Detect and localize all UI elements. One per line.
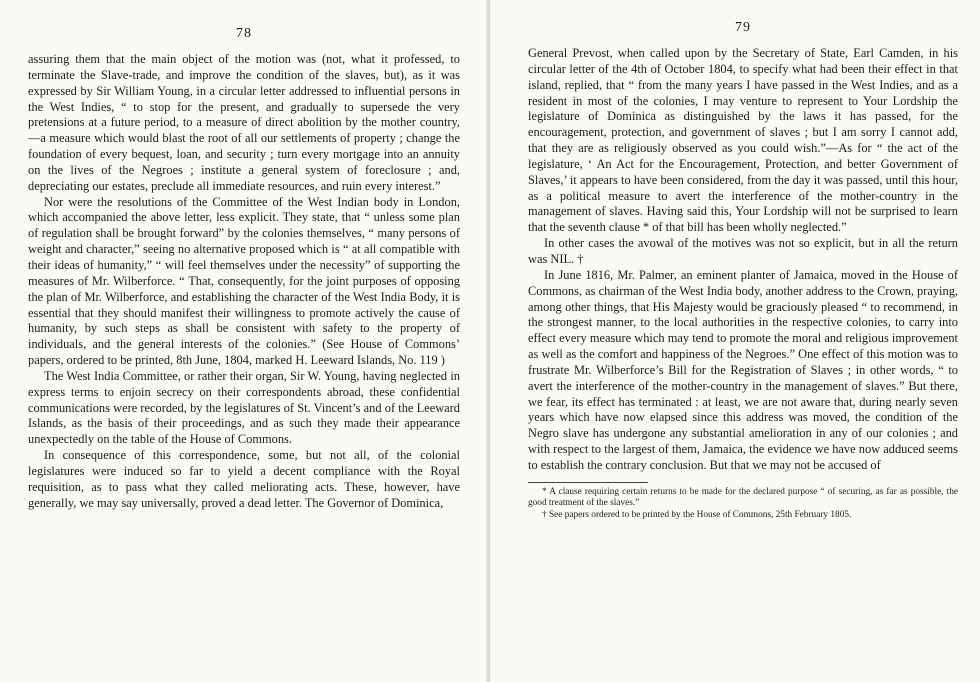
paragraph: In other cases the avowal of the motives was not so explicit, but in all the return was NIL. †	[528, 236, 958, 266]
paragraph: In June 1816, Mr. Palmer, an eminent planter of Jamaica, moved in the House of Commons, as chairman of the West India body, another address to the Crown, praying, among other things, that His Majesty would be graciously pleased “ to recommend, in the strongest manner, to the local authorities in the respective colonies, to carry into effect every measure which may tend to promote the moral and religious improvement as well as the comfort and happiness of the Negroes.” One effect of this motion was to frustrate Mr. Wilberforce’s Bill for the Registration of Slaves ; in other words, “ to avert the interference of the mother-country in the management of slaves.” But there, we fear, its effect has terminated : at least, we are not aware that, during nearly seven years which have now elapsed since this address was moved, the condition of the Negro slave has undergone any substantial amelioration in any of our colonies ; and with respect to the largest of them, Jamaica, the evidence we have now adduced seems to establish the contrary conclusion. But that we may not be accused of	[528, 267, 958, 472]
footnote: † See papers ordered to be printed by the House of Commons, 25th February 1805.	[542, 509, 852, 520]
page-number: 78	[236, 26, 252, 41]
paragraph: Nor were the resolutions of the Committee of the West Indian body in London, which accompanied the above letter, less explicit. They state, that “ unless some plan of regulation shall be brought forward” by the colonies themselves, “ many persons of weight and character,” seeing no alternative proposed which is “ at all compatible with their ideas of humanity,” “ will feel themselves under the necessity” of supporting the measures of Mr. Wilberforce. “ That, consequently, for the joint purposes of opposing the plan of Mr. Wilberforce, and establishing the character of the West India Body, it is essential that they should manifest their willingness to promote actively the cause of humanity, by such steps as shall be consistent with safety to the property of individuals, and the general interests of the colonies.” (See House of Commons’ papers, ordered to be printed, 8th June, 1804, marked H. Leeward Islands, No. 119 )	[28, 194, 460, 368]
paragraph: In consequence of this correspondence, some, but not all, of the colonial legislatures were induced so far to yield a decent compliance with the Royal requisition, as to pass what they called meliorating acts. These, however, have generally, we may say universally, proved a dead letter. The Governor of Dominica,	[28, 448, 460, 510]
page-number: 79	[735, 20, 751, 35]
paragraph: assuring them that the main object of the motion was (not, what it professed, to terminate the Slave-trade, and improve the condition of the slaves, but), as it was expressed by Sir William Young, in a circular letter addressed to influential persons in the West Indies, “ to stop for the present, and gradually to supersede the very pretensions at a future period, to a measure of direct abolition by the mother country,—a measure which would blast the root of all our settlements of property ; change the foundation of every bequest, loan, and security ; turn every mortgage into an annuity on the lives of the Negroes ; institute a general system of foreclosure ; and, depreciating our estates, preclude all immediate resources, and ruin every interest.”	[28, 52, 460, 193]
paragraph: The West India Committee, or rather their organ, Sir W. Young, having neglected in express terms to enjoin secrecy on their correspondents abroad, these confidential communications were recorded, by the legislatures of St. Vincent’s and of the Leeward Islands, as the basis of their proceedings, and as such they made their appearance unexpectedly on the table of the House of Commons.	[28, 368, 460, 447]
right-page	[490, 0, 980, 682]
footnote-divider	[528, 482, 648, 483]
footnote: * A clause requiring certain returns to be made for the declared purpose “ of securing, as far as possible, the good treatment of the slaves.”	[528, 486, 958, 509]
paragraph: General Prevost, when called upon by the Secretary of State, Earl Camden, in his circular letter of the 4th of October 1804, to specify what had been their effect in that island, replied, that “ from the many years I have passed in the West Indies, and as a resident in most of the colonies, I may venture to represent to Your Lordship the legislature of Dominica as distinguished by the laws it has passed, for the encouragement, protection, and government of slaves ; but I am sorry I cannot add, that they are as religiously observed as you could wish.”—As for “ the act of the legislature, ‘ An Act for the Encouragement, Protection, and better Government of Slaves,’ it appears to have been considered, from the day it was passed, until this hour, as a political measure to avert the interference of the mother-country in the management of slaves. Having said this, Your Lordship will not be surprised to learn that the seventh clause * of that bill has been wholly neglected.”	[528, 46, 958, 235]
